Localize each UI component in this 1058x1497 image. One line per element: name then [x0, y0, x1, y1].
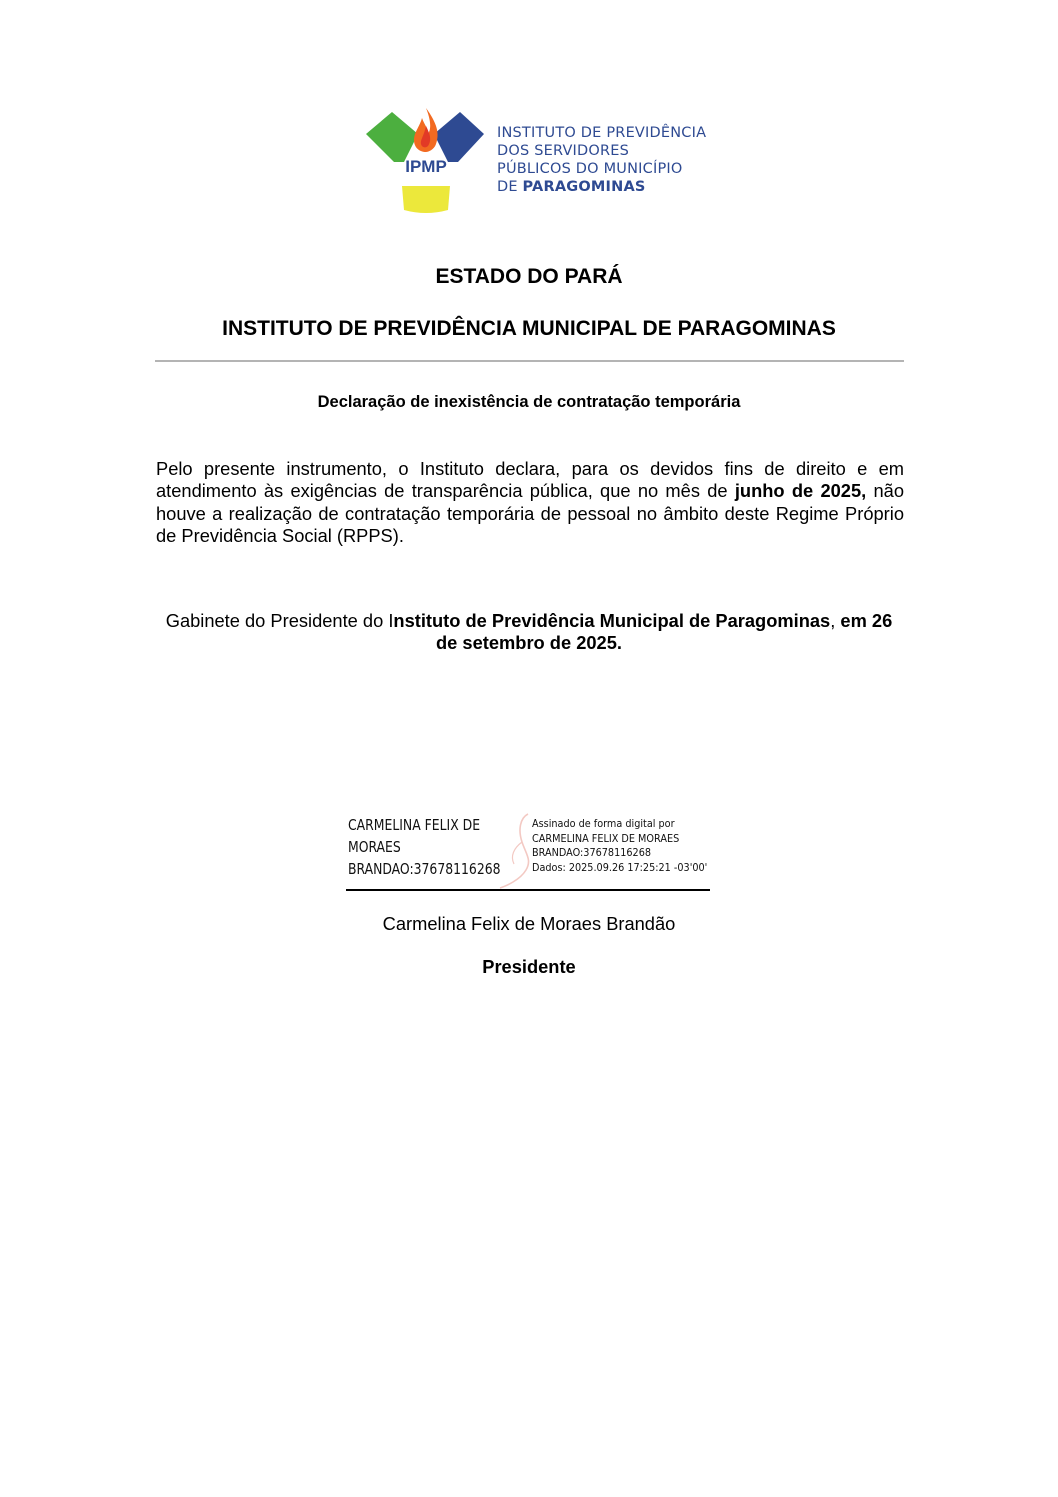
signature-line — [346, 889, 710, 891]
signature-detail-1: Assinado de forma digital por — [532, 817, 675, 830]
ipmp-logo-icon — [366, 104, 486, 216]
logo-wordmark — [497, 124, 706, 196]
closing-text-2: , — [830, 610, 841, 631]
body-text-2: não houve a realização de contratação temporária de pessoal no âmbito deste Regime Próprio de Previdência Social (RPPS). — [156, 480, 904, 546]
logo-line-1: INSTITUTO DE PREVIDÊNCIA — [497, 125, 707, 141]
body-text-1: Pelo presente instrumento, o Instituto declara, para os devidos fins de direito e em atendimento às exigências de transparência pública, que no mês de — [156, 458, 904, 502]
signer-role: Presidente — [482, 956, 576, 977]
closing-bold-1: nstituto de Previdência Municipal de Paragominas — [393, 610, 831, 631]
logo-acronym: IPMP — [405, 157, 447, 176]
header-divider — [155, 360, 904, 362]
signer-name: Carmelina Felix de Moraes Brandão — [382, 913, 676, 934]
logo-line-4-bold: PARAGOMINAS — [522, 179, 646, 195]
declaration-body — [156, 458, 904, 547]
document-title: Declaração de inexistência de contratação temporária — [317, 393, 741, 411]
signature-name-line-2: MORAES — [348, 838, 401, 856]
signature-detail-4: Dados: 2025.09.26 17:25:21 -03'00' — [532, 860, 708, 874]
signature-name-line-3: BRANDAO:37678116268 — [348, 860, 501, 878]
institution-heading: INSTITUTO DE PREVIDÊNCIA MUNICIPAL DE PARAGOMINAS — [222, 317, 836, 340]
closing-text-1: Gabinete do Presidente do I — [165, 610, 394, 631]
closing-bold-2: em 26 de setembro de 2025. — [436, 610, 893, 654]
logo-line-2: DOS SERVIDORES — [497, 143, 630, 159]
signature-detail-3: BRANDAO:37678116268 — [532, 846, 652, 859]
closing-statement — [155, 610, 903, 655]
signature-detail-2: CARMELINA FELIX DE MORAES — [532, 831, 680, 845]
logo-line-4-prefix: DE — [497, 179, 523, 195]
logo-line-3: PÚBLICOS DO MUNICÍPIO — [497, 161, 683, 177]
logo-line-4 — [497, 178, 706, 196]
signature-name-block — [348, 814, 501, 880]
signature-details — [532, 817, 707, 875]
state-heading: ESTADO DO PARÁ — [435, 265, 623, 288]
signature-name-line-1: CARMELINA FELIX DE — [348, 816, 481, 834]
body-text-bold: junho de 2025, — [734, 480, 867, 502]
